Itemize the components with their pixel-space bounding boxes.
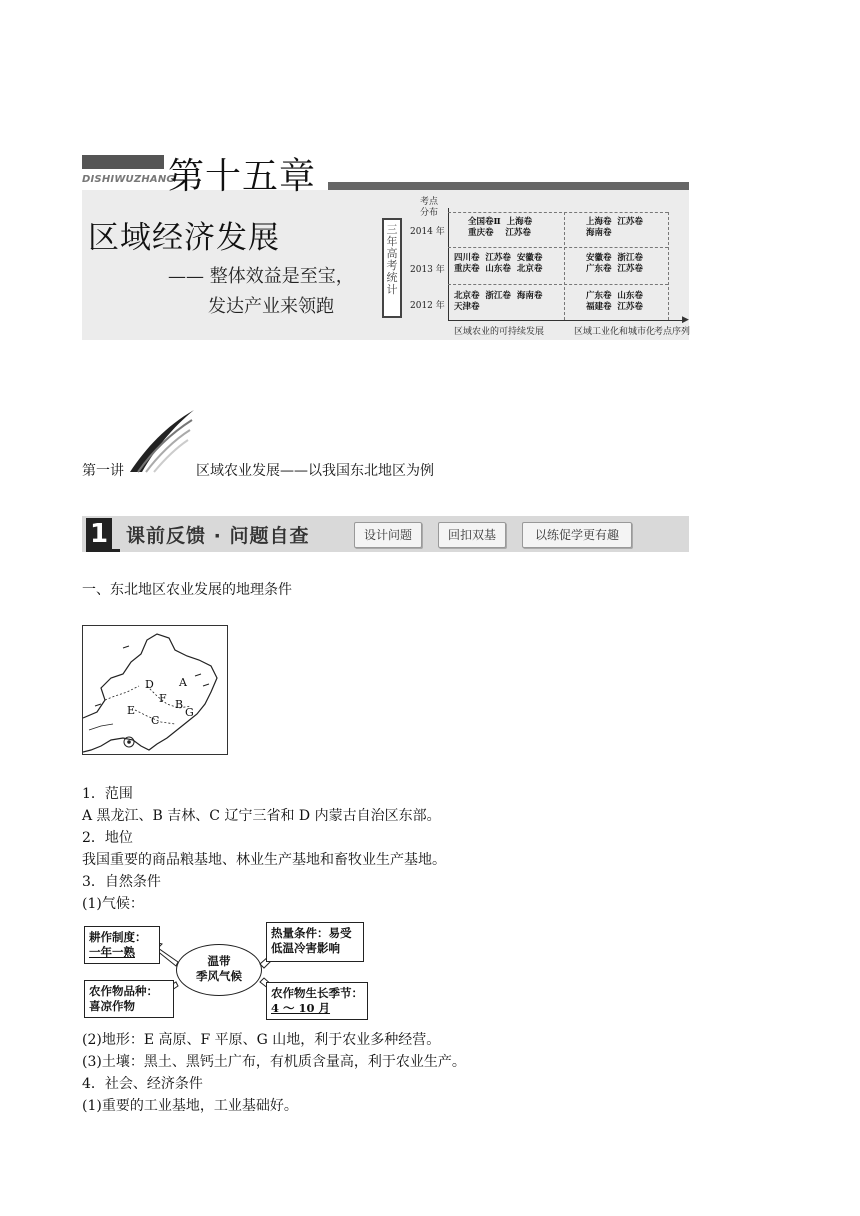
- item-1-heading: 1．范围: [82, 786, 133, 802]
- item-2-body: 我国重要的商品粮基地、林业生产基地和畜牧业生产基地。: [82, 852, 446, 868]
- grid-right-edge: [668, 212, 669, 320]
- map-outline-icon: [83, 626, 227, 754]
- grid-cell: 安徽卷 浙江卷 广东卷 江苏卷: [586, 253, 643, 274]
- grid-column-divider: [564, 212, 565, 320]
- section-heading: 一、东北地区农业发展的地理条件: [82, 582, 292, 598]
- map-label-c: C: [151, 714, 160, 727]
- section-number-badge: 1: [86, 518, 112, 550]
- climate-center-ellipse: [176, 944, 262, 996]
- grid-cell: 广东卷 山东卷 福建卷 江苏卷: [586, 291, 643, 312]
- banner-title-strip: [82, 150, 689, 197]
- item-3-sub-3: (3)土壤：黑土、黑钙土广布，有机质含量高，利于农业生产。: [82, 1054, 466, 1070]
- review-basics-button[interactable]: 回扣双基: [438, 522, 506, 548]
- x-axis-label: 考点序列: [654, 327, 691, 337]
- map-label-g: G: [185, 706, 194, 719]
- item-3-sub-1: (1)气候：: [82, 896, 144, 912]
- climate-center-line-2: 季风气候: [196, 969, 242, 983]
- map-label-b: B: [175, 698, 184, 711]
- grid-top-line: [448, 212, 668, 213]
- farming-system-value: 一年一熟: [89, 945, 135, 959]
- heat-condition-line-1: 热量条件：易受: [271, 926, 352, 940]
- x-axis-arrow-icon: ▶: [682, 315, 689, 325]
- swoosh-decoration-icon: [128, 408, 196, 476]
- chapter-title: 第十五章: [168, 156, 317, 197]
- lecture-title: 区域农业发展——以我国东北地区为例: [196, 463, 434, 479]
- farming-system-box: [84, 926, 160, 964]
- growing-season-box: [266, 982, 368, 1020]
- chapter-banner: [82, 150, 689, 340]
- item-4-sub-1: (1)重要的工业基地，工业基础好。: [82, 1098, 298, 1114]
- y-axis-label-1: 考点: [420, 197, 439, 207]
- unit-title: 区域经济发展: [88, 220, 280, 256]
- section-header-bar: [82, 516, 689, 552]
- chapter-pinyin: DISHIWUZHANG: [82, 174, 175, 185]
- title-rule: [328, 182, 689, 190]
- item-3-heading: 3．自然条件: [82, 874, 161, 890]
- grid-row-divider: [448, 284, 668, 285]
- crop-variety-value: 喜凉作物: [89, 999, 135, 1013]
- grid-row-divider: [448, 247, 668, 248]
- growing-season-label: 农作物生长季节：: [271, 986, 363, 1000]
- grid-cell: 四川卷 江苏卷 安徽卷 重庆卷 山东卷 北京卷: [454, 253, 543, 274]
- design-question-button[interactable]: 设计问题: [354, 522, 422, 548]
- grid-cell: 全国卷Ⅱ 上海卷 重庆卷 江苏卷: [468, 217, 533, 238]
- slogan-line-1: —— 整体效益是至宝，: [168, 266, 354, 287]
- northeast-china-map: [82, 625, 228, 755]
- item-2-heading: 2．地位: [82, 830, 133, 846]
- section-title: 课前反馈 · 问题自查: [126, 525, 310, 547]
- y-axis-label-2: 分布: [420, 208, 439, 218]
- item-4-heading: 4．社会、经济条件: [82, 1076, 203, 1092]
- x-axis-label: 区域工业化和城市化: [574, 327, 656, 337]
- grid-cell: 北京卷 浙江卷 海南卷 天津卷: [454, 291, 543, 312]
- climate-center-line-1: 温带: [207, 954, 231, 968]
- heat-condition-line-2: 低温冷害影响: [271, 941, 340, 955]
- practice-learning-button[interactable]: 以练促学更有趣: [522, 522, 632, 548]
- x-axis-label: 区域农业的可持续发展: [454, 327, 545, 337]
- year-label: 2014 年: [410, 227, 445, 237]
- map-label-d: D: [145, 678, 154, 691]
- grid-x-axis: [448, 320, 686, 321]
- map-label-f: F: [159, 692, 167, 705]
- item-1-body: A 黑龙江、B 吉林、C 辽宁三省和 D 内蒙古自治区东部。: [82, 808, 441, 824]
- crop-variety-label: 农作物品种：: [89, 984, 158, 998]
- exam-distribution-grid: [410, 192, 689, 340]
- grid-cell: 上海卷 江苏卷 海南卷: [586, 217, 643, 238]
- section-number-underline: [86, 549, 120, 552]
- crop-variety-box: [84, 980, 174, 1018]
- year-label: 2012 年: [410, 301, 445, 311]
- heat-condition-box: [266, 922, 364, 962]
- item-3-sub-2: (2)地形：E 高原、F 平原、G 山地，利于农业多种经营。: [82, 1032, 441, 1048]
- banner-dark-block: [82, 155, 164, 169]
- year-label: 2013 年: [410, 265, 445, 275]
- three-year-stat-tab: 三年高考统计: [382, 218, 402, 318]
- growing-season-value: 4 ～ 10 月: [271, 1001, 331, 1015]
- lecture-number: 第一讲: [82, 463, 124, 479]
- map-label-e: E: [127, 704, 136, 717]
- slogan-line-2: 发达产业来领跑: [208, 296, 334, 317]
- farming-system-label: 耕作制度：: [89, 930, 147, 944]
- grid-y-axis: [448, 208, 449, 320]
- map-label-a: A: [179, 676, 187, 689]
